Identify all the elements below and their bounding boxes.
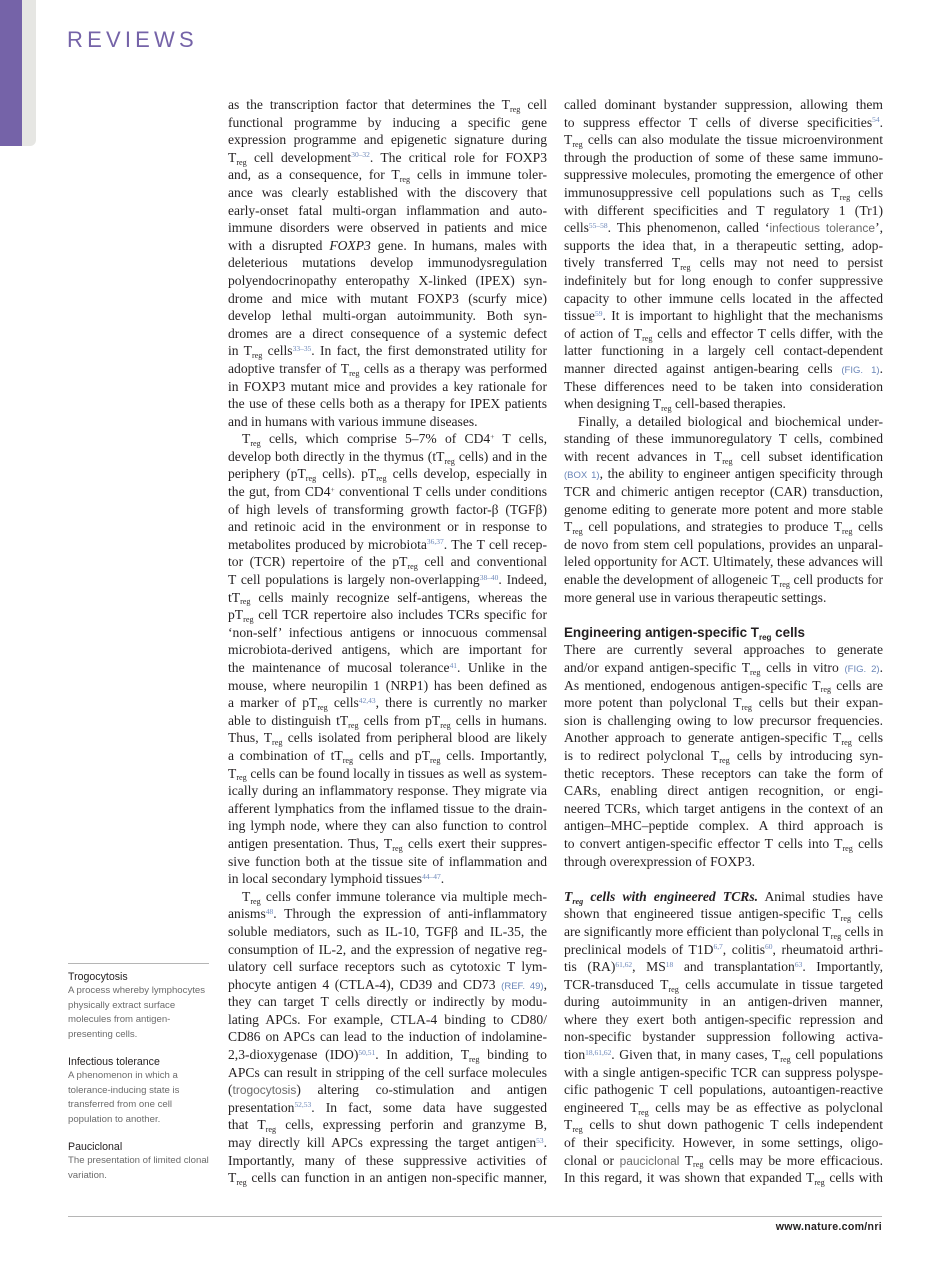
text-line: soluble mediators, such as IL-10, TGFβ and IL-35, the bbox=[228, 923, 547, 939]
subscript: reg bbox=[841, 738, 852, 748]
subscript: reg bbox=[779, 579, 790, 589]
subscript: reg bbox=[348, 720, 359, 730]
text-line: develop both directly in the thymus ($tT_{reg}$ cells) and in the bbox=[228, 448, 548, 466]
text-line: the maintenance of mucosal tolerance$^{41}$. Unlike in the bbox=[228, 660, 547, 675]
text-line: tively transferred $T_{reg}$ cells may not need to persist bbox=[564, 255, 883, 273]
text-line: enable the development of allogeneic $T_{reg}$ cell products for bbox=[564, 572, 884, 589]
subscript: reg bbox=[236, 1178, 247, 1188]
reference-citation[interactable]: 41 bbox=[449, 660, 458, 670]
reference-citation[interactable]: 18,61,62 bbox=[585, 1047, 612, 1057]
subscript: reg bbox=[693, 1160, 704, 1170]
text-line: manner directed against antigen-bearing cells (FIG. 1). bbox=[564, 360, 883, 376]
text-line: capacity to other immune cells located in the affected bbox=[564, 290, 883, 306]
subscript: reg bbox=[572, 896, 584, 906]
text-line: drome and mice with mutant FOXP3 (scurfy mice) bbox=[228, 290, 547, 306]
subscript: reg bbox=[680, 263, 691, 273]
text-line: in $T_{reg}$ cells$^{33-35}$. In fact, the first demonstrated utility for bbox=[228, 343, 547, 361]
figure-reference-link[interactable]: (FIG. 2) bbox=[844, 664, 880, 675]
text-line: cific pathogenic T cell populations, autoantigen-reactive bbox=[564, 1082, 883, 1098]
text-line: more potent than polyclonal $T_{reg}$ cells but their expan- bbox=[564, 695, 883, 713]
text-line: immunosuppressive cell populations such as $T_{reg}$ cells bbox=[564, 184, 883, 202]
text-line: $T_{reg}$ cell development$^{30-32}$. The critical role for FOXP3 bbox=[228, 149, 547, 167]
glossary-term-link[interactable]: pauciclonal bbox=[619, 1153, 680, 1168]
glossary-definition: A phenomenon in which a tolerance-inducing state is transferred from one cell population to another. bbox=[68, 1070, 180, 1125]
text-line: $T_{reg}$ cells confer immune tolerance via multiple mech- bbox=[242, 888, 547, 906]
text-line: (BOX 1), the ability to engineer antigen specificity through bbox=[564, 466, 883, 482]
subscript: reg bbox=[440, 720, 451, 730]
text-line: where they exert both antigen-specific repression and bbox=[564, 1011, 883, 1027]
text-line: antigen presentation. Thus, $T_{reg}$ cells exert their suppres- bbox=[228, 835, 547, 853]
text-line: to convert antigen-specific effector T cells into $T_{reg}$ cells bbox=[564, 835, 883, 853]
figure-reference-link[interactable]: (FIG. 1) bbox=[841, 364, 880, 376]
text-line: adoptive transfer of $T_{reg}$ cells as a therapy was performed bbox=[228, 360, 547, 378]
text-line: de novo from stem cell populations, provides an unparal- bbox=[564, 536, 883, 552]
text-line: ulatory cell surface receptors such as cytotoxic T lym- bbox=[228, 959, 547, 975]
text-line: dromes are a direct consequence of a systemic defect bbox=[228, 325, 547, 341]
text-line: with different specificities and T regulatory 1 (Tr1) bbox=[564, 202, 883, 218]
text-line: able to distinguish $tT_{reg}$ cells from $pT_{reg}$ cells in humans. bbox=[228, 712, 548, 730]
subscript: reg bbox=[272, 738, 283, 748]
right-text-column bbox=[564, 96, 883, 1187]
subscript: reg bbox=[407, 562, 418, 572]
subscript: reg bbox=[444, 456, 455, 466]
subscript: reg bbox=[243, 615, 254, 625]
text-line: to suppress effector T cells of diverse specificities$^{54}$. bbox=[564, 114, 883, 130]
subscript: reg bbox=[572, 527, 583, 537]
text-line: supports the idea that, in a therapeutic setting, adop- bbox=[564, 237, 883, 253]
text-line: cells$^{55-58}$. This phenomenon, called ‘infectious tolerance’, bbox=[564, 220, 883, 236]
section-label: REVIEWS bbox=[67, 27, 198, 52]
reference-citation[interactable]: 55–58 bbox=[588, 220, 608, 230]
text-line: suppressive molecules, promoting the emergence of other bbox=[564, 167, 883, 183]
subscript: reg bbox=[349, 368, 360, 378]
text-line: Importantly, many of these suppressive activities of bbox=[228, 1152, 547, 1168]
text-line: the gut, from CD4+ conventional T cells under conditions bbox=[228, 484, 547, 500]
text-line: with a disrupted FOXP3 gene. In humans, males with bbox=[228, 237, 547, 253]
text-line: engineered $T_{reg}$ cells may be as effective as polyclonal bbox=[564, 1099, 883, 1117]
text-line: is to redirect polyclonal $T_{reg}$ cells by introducing syn- bbox=[564, 747, 883, 765]
text-line: with recent advances in $T_{reg}$ cell subset identification bbox=[564, 448, 884, 466]
italic-text: FOXP3 bbox=[329, 237, 371, 253]
text-line: through the production of some of these same immuno- bbox=[564, 149, 883, 165]
reference-citation[interactable]: 53 bbox=[536, 1135, 544, 1145]
text-line: CD86 on APCs can lead to the induction of indolamine- bbox=[228, 1029, 547, 1045]
subscript: reg bbox=[661, 403, 672, 413]
subscript: reg bbox=[814, 1178, 825, 1188]
reference-citation[interactable]: 48 bbox=[265, 906, 274, 916]
subscript: reg bbox=[572, 140, 583, 150]
text-line: periphery ($pT_{reg}$ cells). $pT_{reg}$ cells develop, especially in bbox=[228, 466, 548, 484]
text-line: leled opportunity for ACT. Ultimately, these advances will bbox=[564, 554, 883, 570]
glossary-item-pauciclonal bbox=[68, 1140, 209, 1183]
text-line: non-specific bystander suppression following activa- bbox=[564, 1029, 883, 1045]
subscript: reg bbox=[342, 755, 354, 765]
text-line: $pT_{reg}$ cell TCR repertoire also includes TCRs specific for bbox=[228, 607, 547, 625]
text-line: $T_{reg}$ cells can function in an antigen non-specific manner, bbox=[228, 1170, 547, 1188]
subscript: reg bbox=[758, 632, 772, 642]
left-text-column bbox=[228, 96, 547, 1187]
text-line: and in humans with various immune diseases. bbox=[228, 413, 478, 429]
subscript: reg bbox=[469, 1054, 480, 1064]
reference-citation[interactable]: 59 bbox=[594, 308, 603, 318]
text-line: indefinitely but for long enough to confer suppressive bbox=[564, 272, 883, 288]
text-line: standing of these immunoregulatory T cells, combined bbox=[564, 431, 883, 447]
text-line: antigen–MHC–peptide complex. A third approach is bbox=[564, 818, 883, 834]
glossary-term-link[interactable]: infectious tolerance bbox=[769, 221, 876, 236]
text-line: of high levels of transforming growth factor-β (TGFβ) bbox=[228, 501, 547, 517]
reference-citation[interactable]: 61,62 bbox=[615, 959, 633, 969]
text-line: tion$^{18,61,62}$. Given that, in many cases, $T_{reg}$ cell populations bbox=[564, 1047, 883, 1064]
glossary-item-trogocytosis bbox=[68, 970, 209, 1042]
text-line: may directly kill APCs expressing the target antigen$^{53}$. bbox=[228, 1135, 547, 1151]
text-line: tor (TCR) repertoire of the $pT_{reg}$ cell and conventional bbox=[228, 554, 548, 572]
text-line: functional programme by inducing a specific gene bbox=[228, 114, 547, 130]
text-line: and retinoic acid in the environment or in response to bbox=[228, 519, 547, 535]
footer-journal-url[interactable]: www.nature.com/nri bbox=[775, 1221, 882, 1233]
section-heading: Engineering antigen-specific $T_{reg}$ cells bbox=[564, 624, 805, 642]
reference-citation[interactable]: 30–32 bbox=[351, 150, 370, 160]
text-line: in local secondary lymphoid tissues$^{44-47}$. bbox=[228, 871, 445, 887]
subscript: reg bbox=[722, 456, 733, 466]
reference-citation[interactable]: 36,37 bbox=[426, 537, 444, 547]
text-line: There are currently several approaches to generate bbox=[564, 642, 883, 658]
text-line: more general use in various therapeutic settings. bbox=[564, 589, 827, 605]
text-line: Another approach to generate antigen-specific $T_{reg}$ cells bbox=[564, 730, 883, 748]
text-line: in FOXP3 mutant mice and provides a key rationale for bbox=[228, 378, 547, 394]
text-line: sive function both at the tissue site of inflammation and bbox=[228, 853, 547, 869]
glossary-term-link[interactable]: trogocytosis bbox=[232, 1083, 297, 1098]
reference-citation[interactable]: 54 bbox=[872, 115, 880, 125]
text-line: lating APCs. For example, CTLA-4 binding to CD80/ bbox=[228, 1011, 547, 1027]
glossary-sidebar bbox=[68, 963, 209, 1196]
text-line: a marker of $pT_{reg}$ cells$^{42,43}$, there is currently no marker bbox=[228, 695, 548, 713]
text-line: the use of these cells both as a therapy for IPEX patients bbox=[228, 396, 547, 412]
text-line: 2,3-dioxygenase (IDO)$^{50,51}$. In addition, $T_{reg}$ binding to bbox=[228, 1047, 547, 1064]
figure-reference-link[interactable]: (REF. 49) bbox=[501, 980, 544, 992]
text-line: shown that engineered tissue antigen-specific $T_{reg}$ cells bbox=[564, 906, 883, 924]
text-line: ‘non-self’ infectious antigens or innocuous commensal bbox=[228, 624, 547, 640]
subscript: reg bbox=[251, 351, 263, 361]
text-line: immune disorders were observed in patients and mice bbox=[228, 220, 547, 236]
glossary-item-infectious-tolerance bbox=[68, 1055, 209, 1127]
subscript: reg bbox=[750, 667, 761, 677]
text-line: genome editing to generate more potent and more stable bbox=[564, 501, 883, 517]
subscript: reg bbox=[572, 1125, 583, 1135]
text-line: In this regard, it was shown that expanded $T_{reg}$ cells with bbox=[564, 1170, 883, 1188]
text-line: clonal or pauciclonal $T_{reg}$ cells may be more efficacious. bbox=[564, 1152, 883, 1170]
subscript: reg bbox=[250, 896, 261, 906]
text-line: $T_{reg}$ cells can also modulate the tissue microenvironment bbox=[564, 132, 883, 150]
text-line: when designing $T_{reg}$ cell-based therapies. bbox=[564, 396, 786, 413]
reference-citation[interactable]: 60 bbox=[765, 942, 773, 952]
text-line: during autoimmunity in an antigen-driven manner, bbox=[564, 994, 883, 1010]
glossary-definition: A process whereby lymphocytes physically extract surface molecules from antigen-presenting cells. bbox=[68, 985, 206, 1040]
spacer bbox=[564, 606, 883, 624]
text-line: microbiota-derived antigens, which are important for bbox=[228, 642, 547, 658]
text-line: as the transcription factor that determines the $T_{reg}$ cell bbox=[228, 97, 547, 114]
text-line: early-onset fatal multi-organ inflammation and auto- bbox=[228, 202, 547, 218]
text-line: These differences need to be taken into consideration bbox=[564, 378, 883, 394]
run-in-heading: $T_{reg}$ cells with engineered TCRs. bbox=[564, 888, 759, 906]
text-line: called dominant bystander suppression, allowing them bbox=[564, 97, 883, 112]
subscript: reg bbox=[820, 685, 832, 695]
text-line: $T_{reg}$ cells, which comprise 5–7% of CD4+ T cells, bbox=[242, 431, 548, 449]
text-line: develop lethal multi-organ autoimmunity. Both syn- bbox=[228, 308, 547, 324]
text-line: and, as a consequence, for $T_{reg}$ cells in immune toler- bbox=[228, 167, 547, 185]
reference-citation[interactable]: 42,43 bbox=[358, 695, 376, 705]
text-line: thetic receptors. These receptors can take the form of bbox=[564, 765, 883, 781]
text-line: deleterious mutations develop immunodysregulation bbox=[228, 255, 547, 271]
text-line: expression programme and epigenetic signature during bbox=[228, 132, 547, 148]
reference-citation[interactable]: 6,7 bbox=[713, 942, 723, 952]
subscript: reg bbox=[509, 104, 521, 114]
subscript: reg bbox=[240, 597, 251, 607]
subscript: reg bbox=[638, 1107, 649, 1117]
subscript: reg bbox=[265, 1125, 277, 1135]
subscript: reg bbox=[236, 773, 247, 783]
subscript: reg bbox=[840, 914, 852, 924]
text-line: T cell populations is largely non-overlapping$^{38-40}$. Indeed, bbox=[228, 572, 547, 588]
subscript: reg bbox=[305, 474, 317, 484]
text-line: $T_{reg}$ cells to shut down pathogenic T cells independent bbox=[564, 1117, 883, 1135]
subscript: reg bbox=[376, 474, 387, 484]
reference-citation[interactable]: 52,53 bbox=[294, 1100, 312, 1110]
subscript: reg bbox=[842, 527, 853, 537]
text-line: As mentioned, endogenous antigen-specific $T_{reg}$ cells are bbox=[564, 677, 883, 695]
subscript: reg bbox=[642, 333, 653, 343]
subscript: reg bbox=[317, 703, 328, 713]
text-line: afferent lymphatics from the inflamed tissue to the drain- bbox=[228, 800, 547, 816]
text-line: APCs can result in stripping of the cell surface molecules bbox=[228, 1064, 547, 1080]
text-line: Thus, $T_{reg}$ cells isolated from peripheral blood are likely bbox=[228, 730, 547, 748]
glossary-definition: The presentation of limited clonal variation. bbox=[68, 1155, 209, 1181]
reference-citation[interactable]: 18 bbox=[665, 959, 674, 969]
text-line: (trogocytosis) altering co-stimulation and antigen bbox=[228, 1082, 547, 1098]
text-line: of their specificity. However, in some settings, oligo- bbox=[564, 1135, 883, 1151]
text-line: phocyte antigen 4 (CTLA-4), CD39 and CD73 (REF. 49), bbox=[228, 976, 548, 992]
text-line: preclinical models of $T1D^{6,7}$, colitis$^{60}$, rheumatoid arthri- bbox=[564, 941, 883, 957]
text-line: tissue$^{59}$. It is important to highlight that the mechanisms bbox=[564, 308, 883, 324]
text-line: a combination of $tT_{reg}$ cells and $pT_{reg}$ cells. Importantly, bbox=[228, 747, 547, 765]
text-line: TCR and chimeric antigen receptor (CAR) transduction, bbox=[564, 484, 883, 500]
subscript: reg bbox=[780, 1054, 791, 1064]
reference-citation[interactable]: 63 bbox=[794, 959, 803, 969]
text-line: consumption of IL-2, and the expression of negative reg- bbox=[228, 941, 547, 957]
text-line: ically during an inflammatory response. They migrate via bbox=[228, 783, 547, 799]
glossary-term: Infectious tolerance bbox=[68, 1056, 160, 1068]
subscript: reg bbox=[830, 931, 842, 941]
reference-citation[interactable]: 50,51 bbox=[358, 1047, 376, 1057]
text-line: $T_{reg}$ cells can be found locally in tissues as well as system- bbox=[228, 765, 547, 783]
text-line: presentation$^{52,53}$. In fact, some data have suggested bbox=[228, 1099, 547, 1115]
glossary-term: Trogocytosis bbox=[68, 971, 128, 983]
text-line: with a single antigen-specific TCR can suppress polyspe- bbox=[564, 1064, 883, 1080]
text-line: they can target T cells directly or indirectly by modu- bbox=[228, 994, 547, 1010]
text-line: of action of $T_{reg}$ cells and effector T cells differ, with the bbox=[564, 325, 884, 343]
text-line: $T_{reg}$ cells with engineered TCRs. Animal studies have bbox=[564, 888, 883, 906]
subscript: reg bbox=[741, 703, 752, 713]
text-line: metabolites produced by microbiota$^{36,37}$. The T cell recep- bbox=[228, 536, 547, 552]
text-line: sion is challenging owing to low precursor frequencies. bbox=[564, 712, 883, 728]
text-line: TCR-transduced $T_{reg}$ cells accumulate in tissue targeted bbox=[564, 976, 884, 994]
text-line: through overexpression of FOXP3. bbox=[564, 853, 756, 869]
subscript: reg bbox=[399, 175, 411, 185]
text-line: latter functioning in a largely cell contact-dependent bbox=[564, 343, 883, 359]
text-line: are significantly more efficient than polyclonal $T_{reg}$ cells in bbox=[564, 923, 884, 941]
reference-citation[interactable]: 38–40 bbox=[479, 572, 499, 582]
text-line: that $T_{reg}$ cells, expressing perforin and granzyme B, bbox=[228, 1117, 547, 1135]
superscript: + bbox=[330, 484, 335, 494]
text-line: $T_{reg}$ cell populations, and strategies to produce $T_{reg}$ cells bbox=[564, 519, 883, 537]
text-line: polyendocrinopathy enteropathy X-linked (IPEX) syn- bbox=[228, 272, 547, 288]
subscript: reg bbox=[236, 157, 247, 167]
text-line: mouse, where neuropilin 1 (NRP1) has been defined as bbox=[228, 677, 547, 693]
text-line: anisms$^{48}$. Through the expression of anti-inflammatory bbox=[228, 906, 547, 922]
reference-citation[interactable]: 33–35 bbox=[292, 343, 312, 353]
text-line: and/or expand antigen-specific $T_{reg}$ cells in vitro (FIG. 2). bbox=[564, 660, 883, 677]
text-line: ance was clearly established with the discovery that bbox=[228, 184, 547, 200]
subscript: reg bbox=[842, 843, 853, 853]
subscript: reg bbox=[392, 843, 403, 853]
section-tab-marker bbox=[0, 0, 22, 146]
glossary-term: Pauciclonal bbox=[68, 1141, 123, 1153]
reference-citation[interactable]: 44–47 bbox=[422, 871, 441, 881]
subscript: reg bbox=[250, 439, 261, 449]
subscript: reg bbox=[719, 755, 730, 765]
subscript: reg bbox=[839, 192, 851, 202]
figure-reference-link[interactable]: (BOX 1) bbox=[564, 470, 600, 482]
footer-divider bbox=[68, 1216, 882, 1217]
text-line: neered TCRs, which target antigens in the context of an bbox=[564, 800, 883, 816]
superscript: + bbox=[490, 431, 495, 441]
subscript: reg bbox=[668, 984, 679, 994]
text-line: $tT_{reg}$ cells mainly recognize self-antigens, whereas the bbox=[228, 589, 547, 607]
text-line: ing lymph node, where they can also function to control bbox=[228, 818, 547, 834]
text-line: CARs, enabling direct antigen recognition, or engi- bbox=[564, 783, 883, 799]
spacer bbox=[564, 870, 883, 888]
subscript: reg bbox=[430, 755, 441, 765]
text-line: Finally, a detailed biological and biochemical under- bbox=[578, 413, 883, 429]
text-line: tis (RA)$^{61,62}$, MS$^{18}$ and transplantation$^{63}$. Importantly, bbox=[564, 959, 883, 975]
